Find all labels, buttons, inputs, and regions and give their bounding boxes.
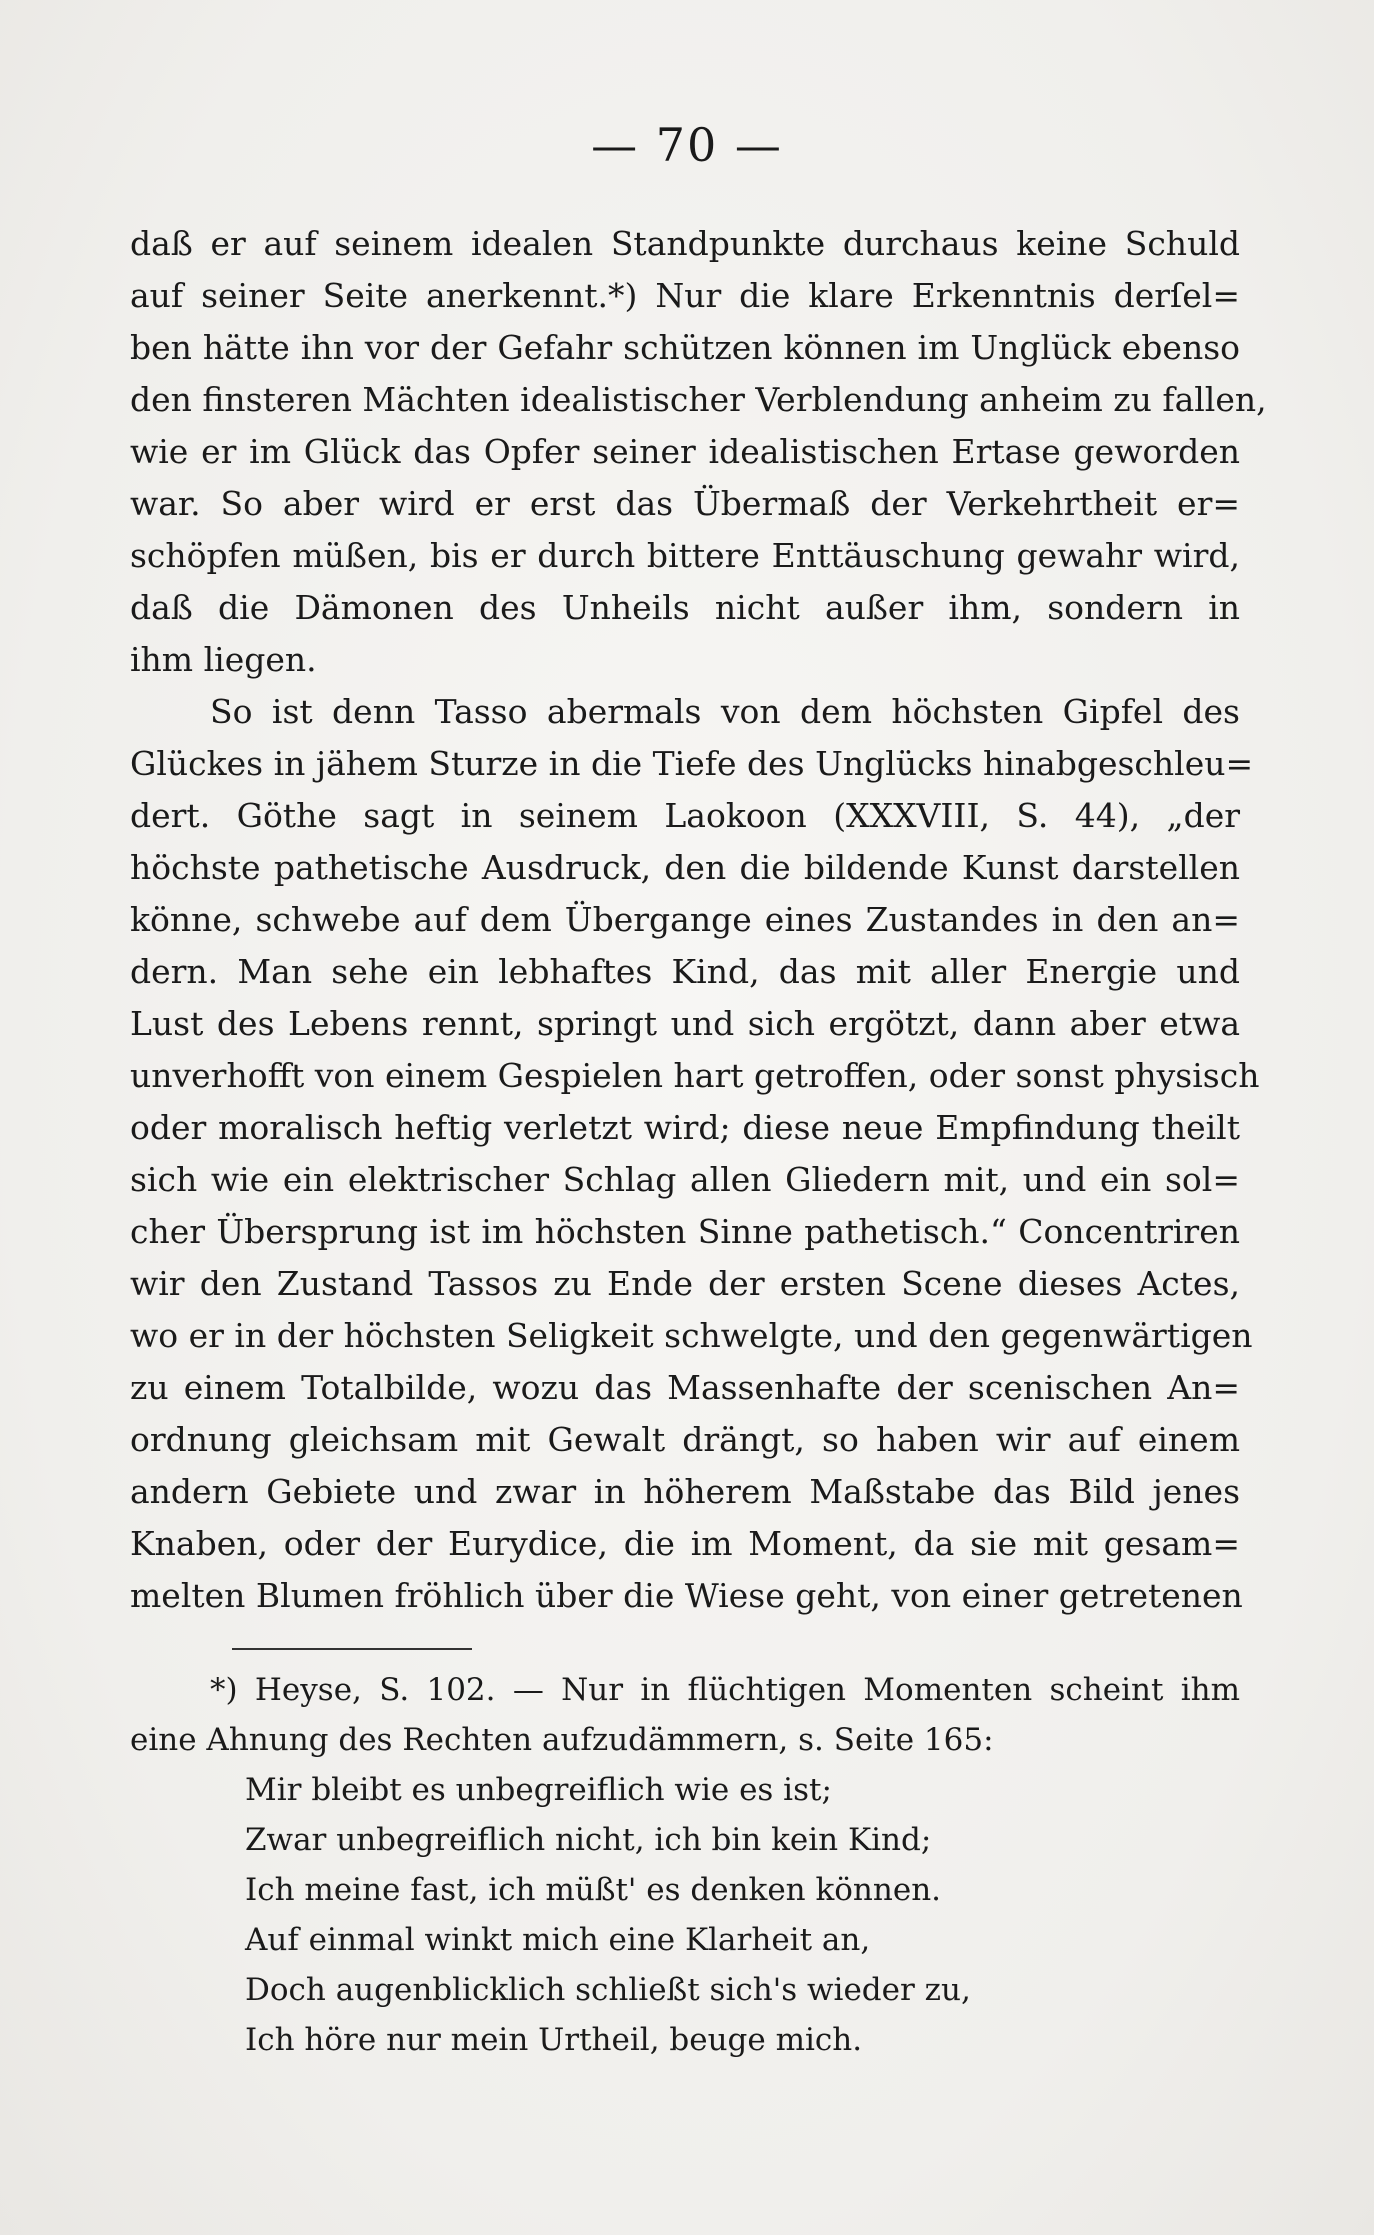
text-line: den finsteren Mächten idealistischer Verblendung anheim zu fallen, (130, 380, 1267, 419)
text-line: melten Blumen fröhlich über die Wiese geht, von einer getretenen (130, 1576, 1243, 1615)
text-line: auf seiner Seite anerkennt.*) Nur die klare Erkenntnis derſel= (130, 276, 1240, 315)
text-line: könne, schwebe auf dem Übergange eines Zustandes in den an= (130, 900, 1240, 939)
verse-line: Auf einmal winkt mich eine Klarheit an, (245, 1922, 871, 1958)
verse-line: Ich meine fast, ich müßt' es denken können. (245, 1872, 942, 1908)
text-line: wo er in der höchsten Seligkeit schwelgte, und den gegenwärtigen (130, 1316, 1253, 1355)
text-line: Glückes in jähem Sturze in die Tiefe des Unglücks hinabgeschleu= (130, 744, 1254, 783)
verse-line: Doch augenblicklich schließt sich's wieder zu, (245, 1972, 971, 2008)
text-line: daß die Dämonen des Unheils nicht außer ihm, sondern in (130, 588, 1240, 627)
text-line: wie er im Glück das Opfer seiner idealistischen Ertase geworden (130, 432, 1240, 471)
text-line: daß er auf seinem idealen Standpunkte durchaus keine Schuld (130, 224, 1240, 263)
text-line: oder moralisch heftig verletzt wird; diese neue Empfindung theilt (130, 1108, 1240, 1147)
verse-line: Zwar unbegreiflich nicht, ich bin kein Kind; (245, 1822, 932, 1858)
text-line: war. So aber wird er erst das Übermaß der Verkehrtheit er= (130, 484, 1240, 523)
text-line: sich wie ein elektrischer Schlag allen Gliedern mit, und ein sol= (130, 1160, 1240, 1199)
text-line: zu einem Totalbilde, wozu das Massenhafte der scenischen An= (130, 1368, 1240, 1407)
main-text (130, 218, 1267, 1622)
text-line: ihm liegen. (130, 640, 317, 679)
text-line: ben hätte ihn vor der Gefahr schützen können im Unglück ebenso (130, 328, 1240, 367)
text-line: Knaben, oder der Eurydice, die im Moment, da sie mit gesam= (130, 1524, 1240, 1563)
page-number: — 70 — (591, 118, 783, 172)
text-line: andern Gebiete und zwar in höherem Maßstabe das Bild jenes (130, 1472, 1240, 1511)
verse-line: Ich höre nur mein Urtheil, beuge mich. (245, 2022, 863, 2058)
text-line: dern. Man sehe ein lebhaftes Kind, das mit aller Energie und (130, 952, 1240, 991)
text-line: unverhofft von einem Gespielen hart getroffen, oder sonst physisch (130, 1056, 1260, 1095)
text-line: Lust des Lebens rennt, springt und sich ergötzt, dann aber etwa (130, 1004, 1240, 1043)
footnote-line: *) Heyse, S. 102. — Nur in flüchtigen Momenten scheint ihm (210, 1672, 1240, 1708)
footnote (130, 1665, 1240, 2065)
text-line: schöpfen müßen, bis er durch bittere Enttäuschung gewahr wird, (130, 536, 1240, 575)
verse-line: Mir bleibt es unbegreiflich wie es ist; (245, 1772, 832, 1808)
text-line: wir den Zustand Tassos zu Ende der ersten Scene dieses Actes, (130, 1264, 1240, 1303)
text-line: höchste pathetische Ausdruck, den die bildende Kunst darstellen (130, 848, 1240, 887)
paragraph-1 (130, 218, 1267, 686)
text-line: So ist denn Tasso abermals von dem höchsten Gipfel des (210, 692, 1240, 731)
paragraph-2 (130, 686, 1260, 1622)
footnote-separator (232, 1648, 472, 1650)
footnote-line: eine Ahnung des Rechten aufzudämmern, s. Seite 165: (130, 1722, 994, 1758)
text-line: dert. Göthe sagt in seinem Laokoon (XXXVIII, S. 44), „der (130, 796, 1240, 835)
text-line: ordnung gleichsam mit Gewalt drängt, so haben wir auf einem (130, 1420, 1240, 1459)
text-line: cher Übersprung ist im höchsten Sinne pathetisch.“ Concentriren (130, 1212, 1240, 1251)
verse-quote (130, 1765, 1240, 2065)
